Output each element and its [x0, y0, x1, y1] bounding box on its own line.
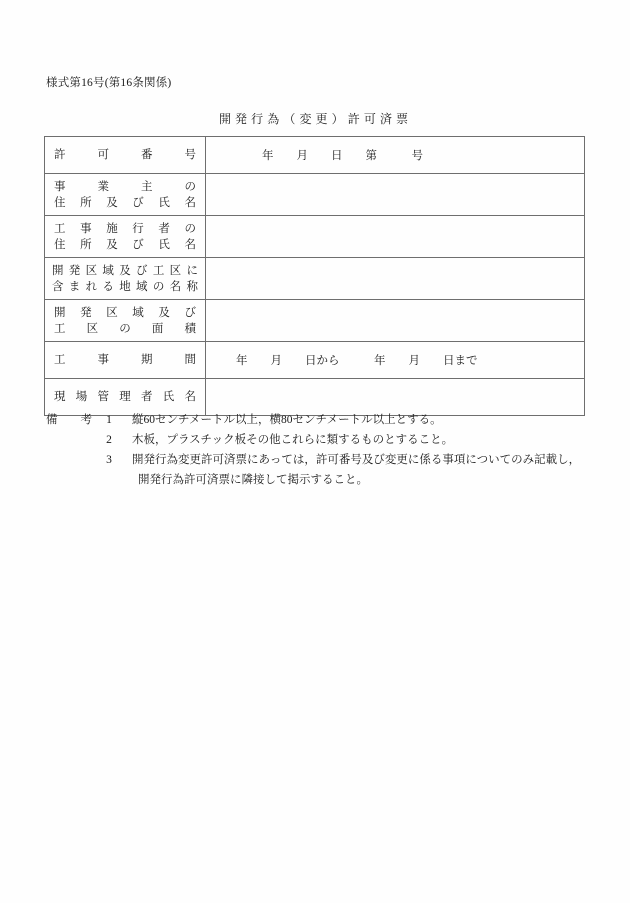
remarks-title: 備考 — [46, 414, 92, 426]
table-row — [45, 342, 585, 379]
remark-text: 木板，プラスチック板その他これらに類するものとすること。 — [132, 434, 454, 446]
row-label-developer-address-name — [45, 174, 206, 216]
row-label-construction-period — [45, 342, 206, 379]
row-value-contractor-address-name[interactable] — [206, 216, 585, 258]
label-line: 工事施行者の — [54, 222, 196, 235]
label-line: 工事期間 — [54, 353, 196, 366]
value-text: 年 月 日 第 号 — [262, 150, 423, 162]
label-line: 事業主の — [54, 180, 196, 193]
permit-notice-table — [44, 136, 585, 416]
list-item — [46, 430, 586, 450]
table-row — [45, 258, 585, 300]
row-value-construction-period[interactable] — [206, 342, 585, 379]
label-line: 住所及び氏名 — [54, 196, 196, 209]
remark-number: 1 — [106, 414, 112, 426]
label-line: 含まれる地域の名称 — [52, 280, 198, 293]
row-label-area-names — [45, 258, 206, 300]
label-line: 開発区域及び工区に — [52, 264, 198, 277]
value-text: 年 月 日から 年 月 日まで — [236, 355, 478, 367]
label-line: 工区の面積 — [54, 322, 196, 335]
list-item — [46, 410, 586, 430]
row-value-developer-address-name[interactable] — [206, 174, 585, 216]
row-label-permit-number — [45, 137, 206, 174]
label-line: 許可番号 — [54, 148, 196, 161]
row-label-area-size — [45, 300, 206, 342]
label-line: 住所及び氏名 — [54, 238, 196, 251]
remarks-section — [46, 410, 586, 490]
list-item — [46, 450, 586, 490]
table-row — [45, 216, 585, 258]
label-line: 開発区域及び — [54, 306, 196, 319]
table-row — [45, 300, 585, 342]
table-row — [45, 137, 585, 174]
table-row — [45, 174, 585, 216]
remark-number: 2 — [106, 434, 112, 446]
row-label-contractor-address-name — [45, 216, 206, 258]
row-value-area-size[interactable] — [206, 300, 585, 342]
form-number: 様式第16号(第16条関係) — [46, 77, 172, 89]
remark-number: 3 — [106, 454, 112, 466]
row-value-permit-number[interactable] — [206, 137, 585, 174]
label-line: 現場管理者氏名 — [54, 390, 196, 403]
remark-continuation: 開発行為許可済票に隣接して掲示すること。 — [138, 474, 368, 486]
document-title: 開発行為（変更）許可済票 — [218, 112, 413, 126]
remark-text: 開発行為変更許可済票にあっては，許可番号及び変更に係る事項についてのみ記載し， — [132, 454, 581, 466]
remark-text: 縦60センチメートル以上，横80センチメートル以上とする。 — [132, 414, 442, 426]
row-value-area-names[interactable] — [206, 258, 585, 300]
